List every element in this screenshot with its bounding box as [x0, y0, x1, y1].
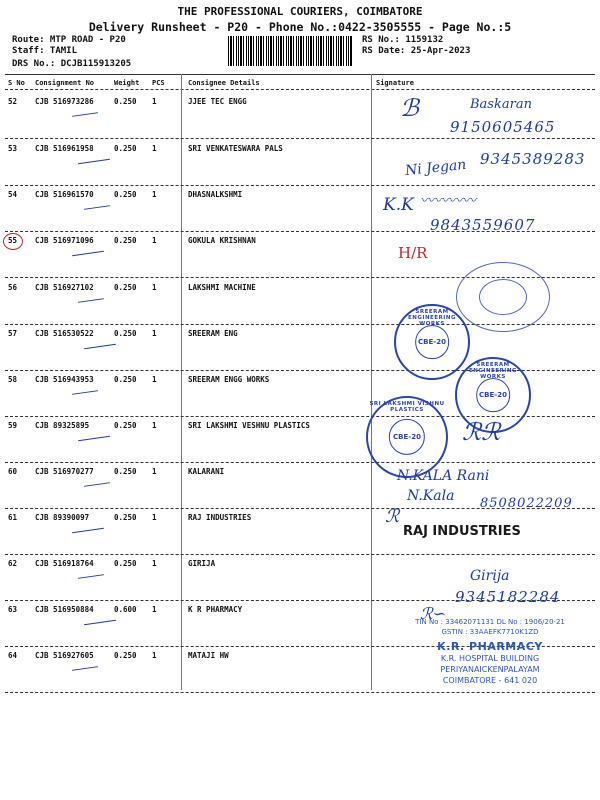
runsheet-subtitle: Delivery Runsheet - P20 - Phone No.:0422-3505555 - Page No.:5 — [88, 20, 512, 34]
signature-52-phone: 9150605465 — [450, 118, 556, 136]
col-consignment: Consignment No — [35, 79, 95, 87]
row-separator — [5, 462, 595, 463]
row-separator — [5, 185, 595, 186]
stamp-59-ring: SRI LAKSHMI VISHNU PLASTICS — [369, 401, 445, 413]
pharmacy-dl: DL No : 1906/20-21 — [496, 618, 565, 626]
drs-number: DRS No.: DCJB115913205 — [12, 59, 132, 69]
row-consignment: CJB 516918764 — [35, 559, 94, 568]
row-consignment: CJB 516961570 — [35, 190, 94, 199]
pharmacy-address-3: COIMBATORE - 641 020 — [442, 676, 538, 685]
row-consignment: CJB 516950884 — [35, 605, 94, 614]
rs-date: RS Date: 25-Apr-2023 — [362, 46, 471, 56]
row-pcs: 1 — [152, 559, 157, 568]
pharmacy-address-2: PERIYANAICKENPALAYAM — [440, 665, 540, 674]
row-consignment: CJB 516961958 — [35, 144, 94, 153]
signature-60-sig: N.Kala — [407, 488, 455, 504]
row-weight: 0.250 — [114, 651, 137, 660]
row-weight: 0.250 — [114, 559, 137, 568]
row-consignee: GOKULA KRISHNAN — [188, 236, 256, 245]
signature-62-phone: 9345182284 — [455, 588, 561, 606]
row-consignee: SREERAM ENG — [188, 329, 238, 338]
row-sno: 64 — [8, 651, 18, 660]
signature-61-scribble: ℛ — [385, 506, 400, 527]
row-weight: 0.250 — [114, 375, 137, 384]
row-weight: 0.250 — [114, 283, 137, 292]
row-pcs: 1 — [152, 605, 157, 614]
row-consignment: CJB 89325895 — [35, 421, 90, 430]
row-consignee: K R PHARMACY — [188, 605, 243, 614]
row-consignment: CJB 516927605 — [35, 651, 94, 660]
row-pcs: 1 — [152, 236, 157, 245]
row-55-circle — [3, 233, 23, 250]
runsheet-title: THE PROFESSIONAL COURIERS, COIMBATORE — [177, 5, 423, 18]
pharmacy-gstin: GSTIN : 33AAEFK7710K1ZD — [441, 628, 539, 636]
signature-60-name: N.KALA Rani — [397, 468, 490, 484]
signature-63-scribble: ℛ∽ — [420, 604, 447, 623]
row-pcs: 1 — [152, 421, 157, 430]
stamp-57-center: CBE-20 — [415, 325, 449, 359]
row-consignee: JJEE TEC ENGG — [188, 97, 247, 106]
signature-60-phone: 8508022209 — [480, 496, 573, 511]
col-consignee: Consignee Details — [188, 79, 260, 87]
row-weight: 0.250 — [114, 467, 137, 476]
pharmacy-name: K.R. PHARMACY — [437, 640, 543, 653]
col-sno: S No — [8, 79, 25, 87]
row-weight: 0.250 — [114, 144, 137, 153]
signature-52-name: Baskaran — [470, 97, 532, 112]
row-sno: 63 — [8, 605, 18, 614]
row-sno: 52 — [8, 97, 18, 106]
row-sno: 57 — [8, 329, 18, 338]
row-consignee: RAJ INDUSTRIES — [188, 513, 252, 522]
row-sno: 55 — [8, 236, 18, 245]
row-consignment: CJB 516970277 — [35, 467, 94, 476]
row-weight: 0.250 — [114, 190, 137, 199]
row-consignee: GIRIJA — [188, 559, 216, 568]
mark-55: H/R — [398, 244, 428, 262]
stamp-61-raj-industries: RAJ INDUSTRIES — [403, 524, 521, 539]
row-sno: 61 — [8, 513, 18, 522]
row-weight: 0.250 — [114, 236, 137, 245]
stamp-56-round — [456, 262, 550, 332]
row-sno: 53 — [8, 144, 18, 153]
row-pcs: 1 — [152, 375, 157, 384]
row-pcs: 1 — [152, 283, 157, 292]
row-pcs: 1 — [152, 513, 157, 522]
col-pcs: PCS — [152, 79, 165, 87]
row-pcs: 1 — [152, 97, 157, 106]
signature-52-scribble: ℬ — [400, 94, 419, 122]
row-consignee: SREERAM ENGG WORKS — [188, 375, 270, 384]
signature-54-phone: 9843559607 — [430, 216, 536, 234]
signature-59-scribble: ℛℛ — [462, 418, 501, 446]
pharmacy-address-1: K.R. HOSPITAL BUILDING — [440, 654, 540, 663]
col-signature: Signature — [376, 79, 414, 87]
pharmacy-tin: TIN No : 33462071131 — [415, 618, 495, 626]
stamp-57-ring: SREERAM ENGINEERING WORKS — [408, 309, 456, 327]
stamp-58-ring: SREERAM ENGINEERING WORKS — [469, 362, 517, 380]
barcode — [228, 36, 352, 66]
rs-number: RS No.: 1159132 — [362, 35, 444, 45]
row-sno: 56 — [8, 283, 18, 292]
row-consignee: KALARANI — [188, 467, 225, 476]
row-consignment: CJB 516943953 — [35, 375, 94, 384]
row-pcs: 1 — [152, 651, 157, 660]
header-rule — [5, 89, 595, 90]
row-consignment: CJB 516530522 — [35, 329, 94, 338]
row-consignee: MATAJI HW — [188, 651, 229, 660]
row-weight: 0.600 — [114, 605, 137, 614]
stamp-58-center: CBE-20 — [476, 378, 510, 412]
row-sno: 58 — [8, 375, 18, 384]
table-top-rule — [5, 74, 595, 75]
signature-54-scribble: 〰〰〰〰 — [420, 193, 476, 209]
stamp-59-vishnu — [366, 396, 448, 478]
row-consignee: SRI LAKSHMI VESHNU PLASTICS — [188, 421, 310, 430]
row-sno: 54 — [8, 190, 18, 199]
row-consignment: CJB 516973286 — [35, 97, 94, 106]
row-separator — [5, 692, 595, 693]
signature-53-name: Ni Jegan — [404, 156, 468, 180]
row-consignee: SRI VENKATESWARA PALS — [188, 144, 283, 153]
row-sno: 59 — [8, 421, 18, 430]
row-consignee: DHASNALKSHMI — [188, 190, 243, 199]
route-label: Route: MTP ROAD - P20 — [12, 35, 126, 45]
stamp-56-center — [479, 279, 527, 315]
row-pcs: 1 — [152, 467, 157, 476]
row-pcs: 1 — [152, 190, 157, 199]
signature-54-name: K.K — [383, 195, 414, 215]
row-consignment: CJB 516971096 — [35, 236, 94, 245]
row-weight: 0.250 — [114, 513, 137, 522]
signature-53-phone: 9345389283 — [480, 150, 586, 168]
row-separator — [5, 138, 595, 139]
col-weight: Weight — [114, 79, 140, 87]
row-sno: 60 — [8, 467, 18, 476]
row-separator — [5, 554, 595, 555]
staff-label: Staff: TAMIL — [12, 46, 78, 56]
row-weight: 0.250 — [114, 329, 137, 338]
row-weight: 0.250 — [114, 97, 137, 106]
row-pcs: 1 — [152, 144, 157, 153]
row-consignment: CJB 89390097 — [35, 513, 90, 522]
row-sno: 62 — [8, 559, 18, 568]
signature-62-name: Girija — [470, 568, 510, 584]
row-pcs: 1 — [152, 329, 157, 338]
row-consignee: LAKSHMI MACHINE — [188, 283, 256, 292]
row-weight: 0.250 — [114, 421, 137, 430]
stamp-59-center: CBE-20 — [389, 419, 425, 455]
row-consignment: CJB 516927102 — [35, 283, 94, 292]
